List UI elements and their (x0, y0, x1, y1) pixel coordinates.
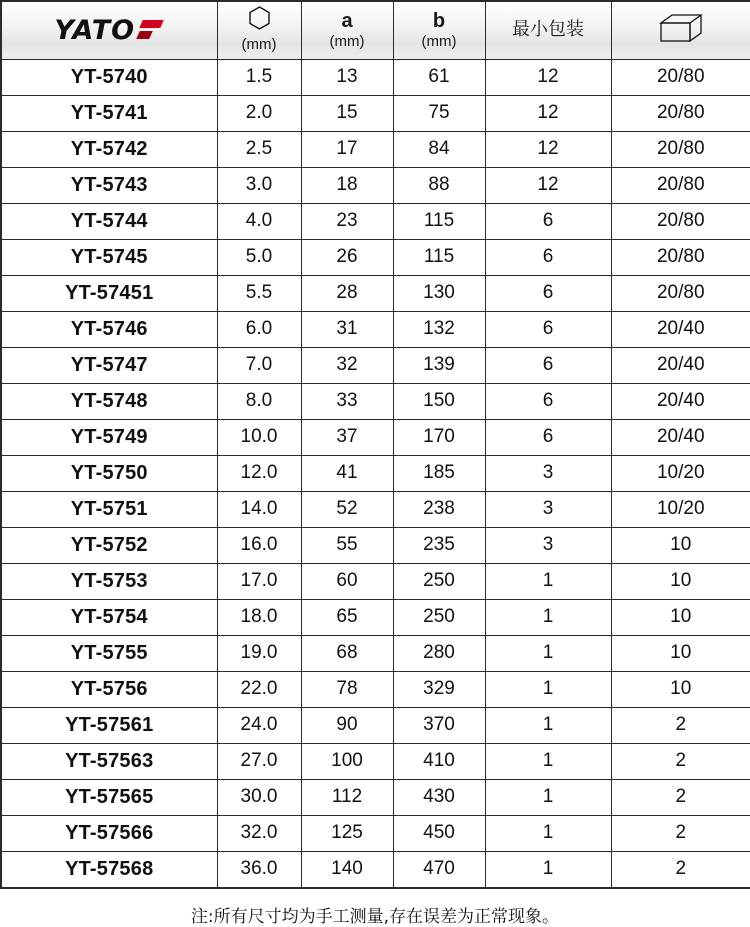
cell-min-package: 6 (485, 203, 611, 239)
cell-b: 238 (393, 491, 485, 527)
cell-hex-size: 1.5 (217, 59, 301, 95)
cell-b: 88 (393, 167, 485, 203)
cell-carton: 20/80 (611, 59, 750, 95)
cell-hex-size: 7.0 (217, 347, 301, 383)
cell-code: YT-5750 (1, 455, 217, 491)
cell-b: 139 (393, 347, 485, 383)
cell-min-package: 3 (485, 491, 611, 527)
cell-min-package: 12 (485, 95, 611, 131)
cell-hex-size: 27.0 (217, 743, 301, 779)
cell-code: YT-5745 (1, 239, 217, 275)
cell-b: 130 (393, 275, 485, 311)
cell-a: 23 (301, 203, 393, 239)
cell-min-package: 6 (485, 419, 611, 455)
cell-code: YT-57563 (1, 743, 217, 779)
table-row (1, 383, 750, 419)
cell-a: 100 (301, 743, 393, 779)
header-row (1, 1, 750, 59)
header-a (301, 1, 393, 59)
cell-code: YT-5754 (1, 599, 217, 635)
cell-b: 61 (393, 59, 485, 95)
cell-b: 170 (393, 419, 485, 455)
header-a-label: a (341, 9, 353, 32)
cell-code: YT-5741 (1, 95, 217, 131)
table-row (1, 491, 750, 527)
header-a-unit: (mm) (329, 32, 365, 50)
cell-carton: 20/40 (611, 383, 750, 419)
cell-carton: 10 (611, 527, 750, 563)
cell-a: 52 (301, 491, 393, 527)
cell-min-package: 12 (485, 131, 611, 167)
header-carton (611, 1, 750, 59)
cell-min-package: 6 (485, 239, 611, 275)
cell-b: 132 (393, 311, 485, 347)
table-row (1, 563, 750, 599)
cell-carton: 10 (611, 599, 750, 635)
cell-code: YT-5748 (1, 383, 217, 419)
table-row (1, 815, 750, 851)
cell-carton: 20/80 (611, 95, 750, 131)
cell-hex-size: 8.0 (217, 383, 301, 419)
cell-a: 112 (301, 779, 393, 815)
cell-hex-size: 10.0 (217, 419, 301, 455)
cell-carton: 20/80 (611, 131, 750, 167)
cell-b: 470 (393, 851, 485, 888)
cell-hex-size: 19.0 (217, 635, 301, 671)
cell-hex-size: 4.0 (217, 203, 301, 239)
table-row (1, 743, 750, 779)
table-row (1, 707, 750, 743)
cell-code: YT-5746 (1, 311, 217, 347)
cell-carton: 20/80 (611, 275, 750, 311)
cell-min-package: 1 (485, 599, 611, 635)
header-b (393, 1, 485, 59)
brand-logo-cell (1, 1, 217, 59)
cell-hex-size: 6.0 (217, 311, 301, 347)
cell-code: YT-5742 (1, 131, 217, 167)
cell-min-package: 1 (485, 707, 611, 743)
cell-a: 90 (301, 707, 393, 743)
cell-b: 115 (393, 239, 485, 275)
cell-hex-size: 5.5 (217, 275, 301, 311)
cell-b: 430 (393, 779, 485, 815)
cell-a: 60 (301, 563, 393, 599)
header-b-label: b (432, 9, 446, 32)
table-row (1, 635, 750, 671)
header-b-unit: (mm) (421, 32, 457, 50)
cell-min-package: 1 (485, 563, 611, 599)
cell-carton: 10 (611, 563, 750, 599)
cell-a: 41 (301, 455, 393, 491)
cell-b: 75 (393, 95, 485, 131)
cell-code: YT-5749 (1, 419, 217, 455)
cell-hex-size: 2.5 (217, 131, 301, 167)
cell-carton: 2 (611, 851, 750, 888)
cell-code: YT-5743 (1, 167, 217, 203)
cell-carton: 20/40 (611, 347, 750, 383)
cell-min-package: 3 (485, 527, 611, 563)
cell-b: 370 (393, 707, 485, 743)
table-body (1, 59, 750, 888)
cell-min-package: 1 (485, 743, 611, 779)
cell-min-package: 6 (485, 311, 611, 347)
cell-b: 150 (393, 383, 485, 419)
cell-min-package: 1 (485, 851, 611, 888)
cell-carton: 2 (611, 779, 750, 815)
table-row (1, 419, 750, 455)
cell-a: 32 (301, 347, 393, 383)
cell-hex-size: 36.0 (217, 851, 301, 888)
header-min-package-label: 最小包装 (512, 19, 584, 41)
carton-box-icon (659, 30, 703, 47)
cell-a: 78 (301, 671, 393, 707)
cell-carton: 2 (611, 815, 750, 851)
cell-min-package: 1 (485, 671, 611, 707)
cell-code: YT-57451 (1, 275, 217, 311)
table-row (1, 455, 750, 491)
cell-hex-size: 3.0 (217, 167, 301, 203)
cell-hex-size: 30.0 (217, 779, 301, 815)
cell-b: 329 (393, 671, 485, 707)
cell-b: 84 (393, 131, 485, 167)
cell-b: 250 (393, 599, 485, 635)
cell-b: 185 (393, 455, 485, 491)
cell-min-package: 6 (485, 347, 611, 383)
cell-carton: 20/80 (611, 239, 750, 275)
cell-a: 17 (301, 131, 393, 167)
cell-b: 410 (393, 743, 485, 779)
cell-a: 26 (301, 239, 393, 275)
cell-min-package: 1 (485, 815, 611, 851)
table-header (1, 1, 750, 59)
table-row (1, 239, 750, 275)
cell-a: 31 (301, 311, 393, 347)
cell-code: YT-5756 (1, 671, 217, 707)
cell-carton: 2 (611, 707, 750, 743)
table-row (1, 599, 750, 635)
table-row (1, 59, 750, 95)
cell-code: YT-5744 (1, 203, 217, 239)
cell-carton: 20/80 (611, 167, 750, 203)
cell-a: 18 (301, 167, 393, 203)
cell-min-package: 1 (485, 635, 611, 671)
cell-code: YT-57565 (1, 779, 217, 815)
cell-min-package: 6 (485, 383, 611, 419)
cell-hex-size: 24.0 (217, 707, 301, 743)
yato-logo-mark-icon (138, 20, 164, 40)
cell-code: YT-5740 (1, 59, 217, 95)
table-row (1, 131, 750, 167)
cell-a: 68 (301, 635, 393, 671)
cell-a: 140 (301, 851, 393, 888)
cell-b: 115 (393, 203, 485, 239)
cell-hex-size: 5.0 (217, 239, 301, 275)
cell-min-package: 12 (485, 167, 611, 203)
cell-code: YT-57568 (1, 851, 217, 888)
cell-min-package: 12 (485, 59, 611, 95)
table-row (1, 311, 750, 347)
cell-b: 235 (393, 527, 485, 563)
table-row (1, 779, 750, 815)
cell-min-package: 6 (485, 275, 611, 311)
cell-hex-size: 12.0 (217, 455, 301, 491)
cell-hex-size: 2.0 (217, 95, 301, 131)
cell-a: 125 (301, 815, 393, 851)
cell-a: 37 (301, 419, 393, 455)
cell-a: 33 (301, 383, 393, 419)
header-min-package (485, 1, 611, 59)
cell-a: 15 (301, 95, 393, 131)
brand-name: YATO (54, 14, 136, 46)
cell-hex-size: 14.0 (217, 491, 301, 527)
cell-hex-size: 22.0 (217, 671, 301, 707)
cell-carton: 10 (611, 635, 750, 671)
footnote: 注:所有尺寸均为手工测量,存在误差为正常现象。 (190, 906, 560, 927)
table-row (1, 347, 750, 383)
hexagon-icon (218, 6, 301, 34)
cell-carton: 20/40 (611, 419, 750, 455)
cell-carton: 10/20 (611, 491, 750, 527)
cell-carton: 2 (611, 743, 750, 779)
cell-code: YT-5755 (1, 635, 217, 671)
table-row (1, 851, 750, 888)
cell-code: YT-5753 (1, 563, 217, 599)
header-hex-unit: (mm) (241, 36, 277, 54)
cell-hex-size: 32.0 (217, 815, 301, 851)
cell-a: 28 (301, 275, 393, 311)
cell-code: YT-57566 (1, 815, 217, 851)
cell-min-package: 3 (485, 455, 611, 491)
cell-carton: 20/40 (611, 311, 750, 347)
cell-b: 250 (393, 563, 485, 599)
table-row (1, 527, 750, 563)
cell-carton: 20/80 (611, 203, 750, 239)
table-row (1, 95, 750, 131)
cell-carton: 10 (611, 671, 750, 707)
cell-carton: 10/20 (611, 455, 750, 491)
table-row (1, 275, 750, 311)
table-row (1, 167, 750, 203)
cell-hex-size: 18.0 (217, 599, 301, 635)
cell-a: 13 (301, 59, 393, 95)
cell-code: YT-5751 (1, 491, 217, 527)
cell-min-package: 1 (485, 779, 611, 815)
cell-hex-size: 17.0 (217, 563, 301, 599)
cell-b: 450 (393, 815, 485, 851)
cell-code: YT-5752 (1, 527, 217, 563)
cell-code: YT-5747 (1, 347, 217, 383)
table-row (1, 203, 750, 239)
cell-a: 65 (301, 599, 393, 635)
cell-code: YT-57561 (1, 707, 217, 743)
cell-b: 280 (393, 635, 485, 671)
yato-logo (2, 15, 217, 46)
header-hex-size (217, 1, 301, 59)
table-row (1, 671, 750, 707)
cell-hex-size: 16.0 (217, 527, 301, 563)
cell-a: 55 (301, 527, 393, 563)
